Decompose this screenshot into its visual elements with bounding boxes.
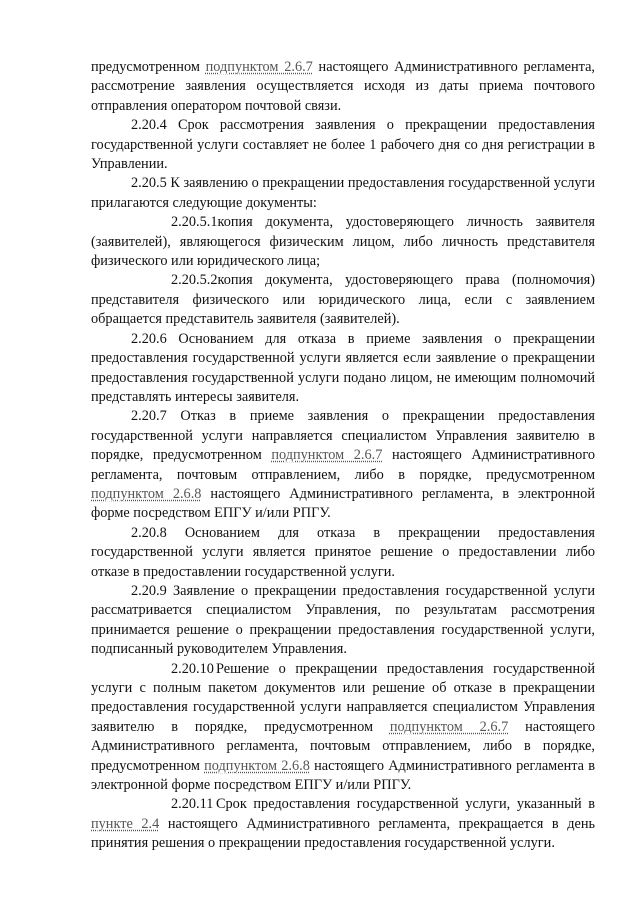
paragraph-2-20-6 <box>91 330 595 408</box>
text: предусмотренном <box>91 59 206 75</box>
link-subparagraph-2-6-7[interactable]: подпунктом 2.6.7 <box>205 59 313 75</box>
clause-number: 2.20.5.1 <box>171 214 218 231</box>
text: копия документа, удостоверяющего личность заявителя (заявителей), являющегося физическим лицом, либо личность представителя физического или юридического лица; <box>91 214 595 270</box>
clause-number: 2.20.8 <box>131 524 167 541</box>
clause-number: 2.20.10 <box>171 660 214 677</box>
paragraph-2-20-11 <box>91 795 595 853</box>
text: К заявлению о прекращении предоставления государственной услуги прилагаются следующие документы: <box>91 175 595 211</box>
paragraph-2-20-8 <box>91 524 595 582</box>
paragraph-2-20-5-1 <box>91 213 595 271</box>
paragraph-2-20-7 <box>91 407 595 523</box>
text: копия документа, удостоверяющего права (полномочия) представителя физического или юридического лица, если с заявлением обращается представитель заявителя (заявителей). <box>91 272 595 328</box>
paragraph-2-20-4 <box>91 116 595 174</box>
text: Срок рассмотрения заявления о прекращении предоставления государственной услуги составляет не более 1 рабочего дня со дня регистрации в Управлении. <box>91 117 595 173</box>
text: настоящего Административного регламента, рассмотрение заявления осуществляется исходя из даты приема почтового отправления оператором почтовой связи. <box>91 59 595 114</box>
text: Основанием для отказа в приеме заявления о прекращении предоставления государственной услуги является если заявление о прекращении предоставления государственной услуги подано лицом, не имеющим полномочий представлять интересы заявителя. <box>91 330 595 405</box>
link-subparagraph-2-6-8[interactable]: подпунктом 2.6.8 <box>91 485 202 502</box>
text: настоящего Административного регламента, прекращается в день принятия решения о прекращении предоставления государственной услуги. <box>91 815 596 852</box>
paragraph-2-20-9 <box>91 582 595 660</box>
paragraph-2-20-5-2 <box>91 271 595 329</box>
text: настоящего Административного регламента, почтовым отправлением, либо в порядке, предусмотренном <box>91 447 595 483</box>
clause-number: 2.20.11 <box>171 796 214 813</box>
link-subparagraph-2-6-8[interactable]: подпунктом 2.6.8 <box>204 757 310 774</box>
clause-number: 2.20.4 <box>131 117 167 134</box>
paragraph-continuation <box>91 58 595 116</box>
clause-number: 2.20.9 <box>131 582 167 599</box>
clause-number: 2.20.6 <box>131 330 167 347</box>
text: Срок предоставления государственной услуги, указанный в <box>216 796 595 813</box>
text: настоящего Административного регламента, почтовым отправлением, либо в порядке, предусмотренном <box>91 718 595 774</box>
text: Заявление о прекращении предоставления государственной услуги рассматривается специалистом Управления, по результатам рассмотрения принимается решение о прекращении предоставления государственной услуги, подписанный руководителем Управления. <box>91 582 595 658</box>
clause-number: 2.20.7 <box>131 408 167 425</box>
text: Основанием для отказа в прекращении предоставления государственной услуги является принятое решение о предоставлении либо отказе в предоставлении государственной услуги. <box>91 524 595 580</box>
clause-number: 2.20.5.2 <box>171 272 218 289</box>
clause-number: 2.20.5 <box>131 175 167 192</box>
text: Решение о прекращении предоставления государственной услуги с полным пакетом документов или решение об отказе в прекращении предоставления государственной услуги направляется специалистом Управления заявителю в порядке, предусмотренном <box>91 660 595 735</box>
paragraph-2-20-10 <box>91 660 595 796</box>
link-paragraph-2-4[interactable]: пункте 2.4 <box>91 815 160 832</box>
text: Отказ в приеме заявления о прекращении предоставления государственной услуги направляется специалистом Управления заявителю в порядке, предусмотренном <box>91 408 595 464</box>
paragraph-2-20-5 <box>91 174 595 213</box>
text: настоящего Административного регламента в электронной форме посредством ЕПГУ и/или РПГУ. <box>91 757 595 794</box>
link-subparagraph-2-6-7[interactable]: подпунктом 2.6.7 <box>271 447 383 464</box>
link-subparagraph-2-6-7[interactable]: подпунктом 2.6.7 <box>389 718 509 735</box>
text: настоящего Административного регламента, в электронной форме посредством ЕПГУ и/или РПГУ. <box>91 485 595 522</box>
